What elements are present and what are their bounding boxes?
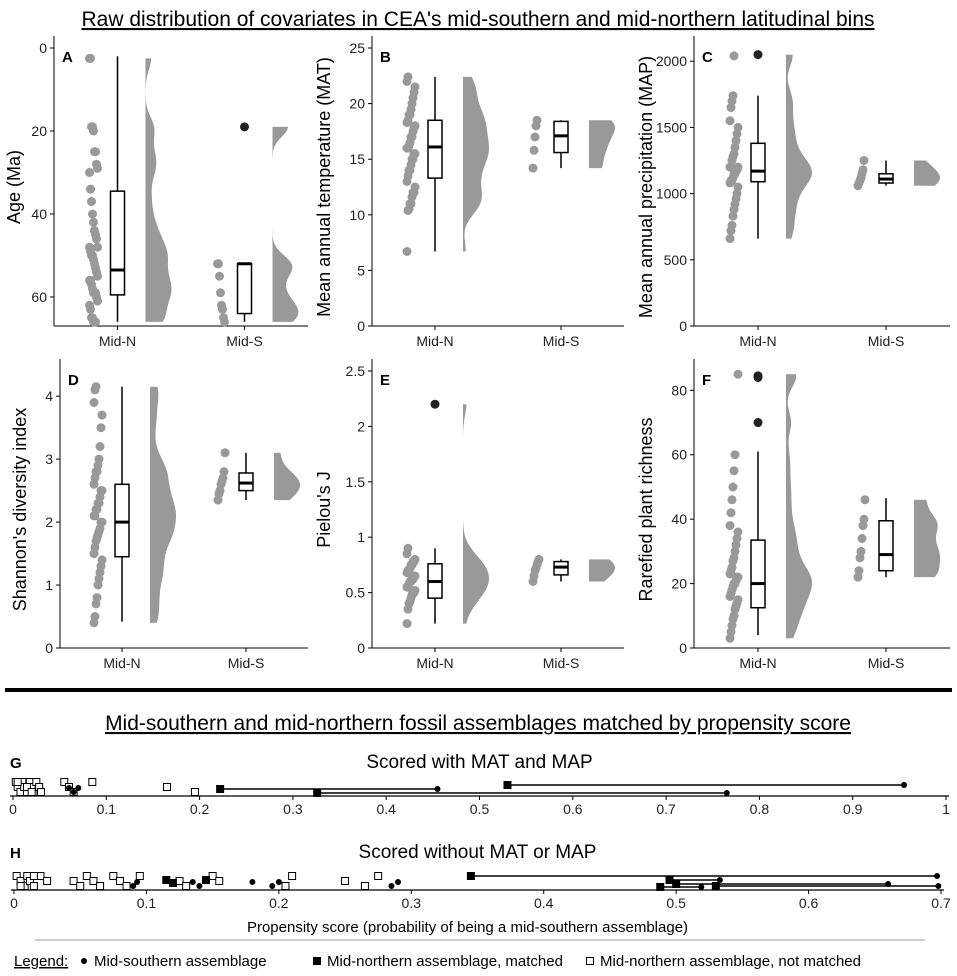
matched-north-point bbox=[314, 790, 321, 797]
data-point-Mid-N bbox=[89, 218, 98, 227]
data-point-Mid-S bbox=[535, 555, 544, 564]
data-point-Mid-N bbox=[411, 82, 420, 91]
data-point-Mid-N bbox=[411, 121, 420, 130]
south-point bbox=[724, 790, 730, 796]
x-tick-label: 0.3 bbox=[401, 895, 422, 911]
x-tick-label: 1 bbox=[942, 801, 950, 817]
legend-south-symbol bbox=[81, 958, 87, 964]
y-tick-label: 0 bbox=[39, 40, 47, 56]
x-tick-label: Mid-N bbox=[739, 333, 777, 349]
data-point-Mid-N bbox=[88, 210, 97, 219]
data-point-Mid-N bbox=[404, 544, 413, 553]
density-Mid-S bbox=[914, 500, 940, 577]
unmatched-north-point bbox=[97, 883, 104, 890]
x-tick-label: Mid-S bbox=[542, 655, 580, 671]
x-tick-label: 0.1 bbox=[136, 895, 157, 911]
south-point bbox=[276, 879, 282, 885]
y-tick-label: 0 bbox=[45, 640, 53, 656]
data-point-Mid-S bbox=[858, 534, 867, 543]
y-tick-label: 40 bbox=[671, 511, 687, 528]
data-point-Mid-N bbox=[411, 183, 420, 192]
outlier-point-Mid-N bbox=[754, 418, 763, 427]
unmatched-north-point bbox=[70, 878, 77, 885]
density-Mid-S bbox=[589, 120, 615, 168]
data-point-Mid-N bbox=[403, 247, 412, 256]
data-point-Mid-N bbox=[93, 297, 102, 306]
y-tick-label: 20 bbox=[349, 95, 365, 112]
data-point-Mid-N bbox=[87, 197, 96, 206]
south-point bbox=[935, 883, 941, 889]
panel-D bbox=[10, 359, 308, 671]
south-point bbox=[190, 879, 196, 885]
x-tick-label: 0.8 bbox=[749, 801, 770, 817]
outlier-point-Mid-S bbox=[240, 122, 249, 131]
unmatched-north-point bbox=[17, 883, 24, 890]
panel-letter: D bbox=[68, 372, 79, 389]
unmatched-north-point bbox=[163, 784, 170, 791]
y-tick-label: 2.5 bbox=[345, 363, 365, 379]
y-tick-label: 5 bbox=[357, 262, 365, 279]
data-point-Mid-N bbox=[411, 149, 420, 158]
unmatched-north-point bbox=[216, 878, 223, 885]
panel-letter: C bbox=[702, 49, 713, 66]
panel-letter: B bbox=[380, 49, 391, 66]
x-tick-label: 0.3 bbox=[283, 801, 303, 817]
south-point bbox=[698, 884, 704, 890]
box-Mid-S bbox=[238, 264, 252, 314]
y-axis-label: Pielou's J bbox=[314, 471, 334, 548]
unmatched-north-point bbox=[44, 878, 51, 885]
y-axis-label: Rarefied plant richness bbox=[636, 417, 656, 602]
x-tick-label: 0 bbox=[9, 801, 17, 817]
x-tick-label: 0.2 bbox=[189, 801, 210, 817]
data-point-Mid-S bbox=[533, 116, 542, 125]
data-point-Mid-N bbox=[727, 508, 736, 517]
y-tick-label: 2000 bbox=[655, 53, 687, 70]
x-tick-label: Mid-N bbox=[416, 655, 454, 671]
matched-north-point bbox=[712, 883, 719, 890]
data-point-Mid-N bbox=[89, 127, 98, 136]
propensity-panels bbox=[9, 752, 951, 936]
data-point-Mid-N bbox=[91, 317, 100, 326]
y-tick-label: 60 bbox=[31, 288, 47, 305]
legend bbox=[14, 953, 861, 970]
south-point bbox=[66, 785, 72, 791]
y-tick-label: 4 bbox=[45, 388, 53, 405]
data-point-Mid-S bbox=[860, 156, 869, 165]
unmatched-north-point bbox=[342, 878, 349, 885]
south-point bbox=[269, 883, 275, 889]
box-Mid-S bbox=[879, 521, 893, 571]
data-point-Mid-S bbox=[531, 133, 540, 142]
x-tick-label: 0.9 bbox=[842, 801, 863, 817]
legend-label: Legend: bbox=[14, 953, 69, 970]
data-point-Mid-N bbox=[731, 450, 740, 459]
density-Mid-S bbox=[589, 559, 615, 581]
data-point-Mid-N bbox=[98, 518, 107, 527]
x-tick-label: 0.6 bbox=[563, 801, 583, 817]
data-point-Mid-N bbox=[734, 573, 743, 582]
x-axis-label: Propensity score (probability of being a mid-southern assemblage) bbox=[246, 919, 689, 936]
x-tick-label: 0 bbox=[10, 895, 18, 911]
data-point-Mid-N bbox=[90, 398, 99, 407]
unmatched-north-point bbox=[116, 878, 123, 885]
data-point-Mid-N bbox=[98, 486, 107, 495]
density-Mid-N bbox=[786, 374, 812, 638]
outlier-point-Mid-N bbox=[431, 400, 440, 409]
raincloud-panels bbox=[4, 36, 950, 671]
panel-letter: E bbox=[380, 372, 391, 389]
y-axis-label: Mean annual temperature (MAT) bbox=[314, 57, 334, 317]
x-tick-label: Mid-N bbox=[739, 655, 777, 671]
x-tick-label: Mid-S bbox=[867, 333, 905, 349]
legend-item-text: Mid-southern assemblage bbox=[94, 953, 267, 970]
x-tick-label: Mid-S bbox=[867, 655, 905, 671]
box-Mid-N bbox=[428, 120, 442, 178]
panel-A bbox=[4, 36, 308, 349]
unmatched-north-point bbox=[209, 873, 216, 880]
data-point-Mid-N bbox=[97, 423, 106, 432]
unmatched-north-point bbox=[289, 873, 296, 880]
density-Mid-S bbox=[914, 161, 940, 186]
south-point bbox=[934, 873, 940, 879]
legend-unmatched-symbol bbox=[587, 958, 594, 965]
outlier-point-Mid-N bbox=[754, 371, 763, 380]
data-point-Mid-N bbox=[92, 234, 101, 243]
y-tick-label: 2 bbox=[45, 514, 53, 531]
data-point-Mid-S bbox=[220, 317, 229, 326]
data-point-Mid-N bbox=[86, 185, 95, 194]
panel-H bbox=[10, 842, 951, 936]
data-point-Mid-N bbox=[96, 442, 105, 451]
data-point-Mid-N bbox=[98, 555, 107, 564]
y-tick-label: 1500 bbox=[655, 119, 687, 136]
x-tick-label: 0.1 bbox=[96, 801, 117, 817]
y-tick-label: 0.5 bbox=[345, 584, 365, 601]
x-tick-label: Mid-N bbox=[98, 333, 137, 349]
panel-E bbox=[314, 359, 624, 671]
unmatched-north-point bbox=[361, 883, 368, 890]
data-point-Mid-N bbox=[85, 168, 94, 177]
density-Mid-S bbox=[273, 127, 299, 322]
x-tick-label: Mid-S bbox=[227, 655, 265, 671]
density-Mid-N bbox=[146, 58, 172, 322]
unmatched-north-point bbox=[183, 883, 190, 890]
y-tick-label: 0 bbox=[357, 318, 365, 334]
y-tick-label: 1.5 bbox=[345, 473, 365, 490]
y-tick-label: 2 bbox=[357, 418, 365, 435]
box-Mid-N bbox=[751, 540, 765, 608]
unmatched-north-point bbox=[176, 878, 183, 885]
y-tick-label: 25 bbox=[349, 40, 365, 56]
data-point-Mid-N bbox=[726, 234, 735, 243]
box-Mid-N bbox=[111, 191, 125, 295]
matched-north-point bbox=[467, 873, 474, 880]
x-tick-label: Mid-S bbox=[542, 333, 580, 349]
data-point-Mid-S bbox=[220, 467, 229, 476]
data-point-Mid-N bbox=[734, 595, 743, 604]
unmatched-north-point bbox=[90, 878, 97, 885]
data-point-Mid-N bbox=[86, 305, 95, 314]
unmatched-north-point bbox=[110, 873, 117, 880]
x-tick-label: 0.7 bbox=[931, 895, 951, 911]
y-tick-label: 3 bbox=[45, 451, 53, 468]
y-tick-label: 1 bbox=[357, 529, 365, 546]
south-point bbox=[71, 789, 77, 795]
unmatched-north-point bbox=[30, 873, 37, 880]
data-point-Mid-N bbox=[93, 164, 102, 173]
unmatched-north-point bbox=[37, 873, 44, 880]
data-point-Mid-N bbox=[729, 91, 738, 100]
matched-north-point bbox=[657, 884, 664, 891]
south-point bbox=[134, 879, 140, 885]
figure-title-bottom: Mid-southern and mid-northern fossil assemblages matched by propensity score bbox=[105, 712, 851, 735]
unmatched-north-point bbox=[123, 883, 130, 890]
data-point-Mid-S bbox=[859, 165, 868, 174]
box-Mid-N bbox=[751, 143, 765, 181]
data-point-Mid-S bbox=[218, 305, 227, 314]
data-point-Mid-N bbox=[734, 370, 743, 379]
data-point-Mid-S bbox=[215, 272, 224, 281]
south-point bbox=[395, 879, 401, 885]
data-point-Mid-S bbox=[860, 515, 869, 524]
matched-north-point bbox=[504, 782, 511, 789]
legend-item-text: Mid-northern assemblage, not matched bbox=[600, 953, 861, 970]
panel-G bbox=[9, 752, 950, 817]
y-axis-label: Mean annual precipitation (MAP) bbox=[636, 55, 656, 319]
y-tick-label: 60 bbox=[671, 446, 687, 463]
panel-C bbox=[636, 36, 950, 349]
box-Mid-N bbox=[115, 484, 129, 556]
y-tick-label: 20 bbox=[671, 575, 687, 592]
panel-letter: F bbox=[702, 372, 712, 389]
matched-north-point bbox=[666, 877, 673, 884]
south-point bbox=[901, 782, 907, 788]
unmatched-north-point bbox=[37, 789, 44, 796]
data-point-Mid-N bbox=[92, 382, 101, 391]
panel-letter: H bbox=[10, 845, 21, 862]
y-tick-label: 500 bbox=[663, 251, 687, 268]
data-point-Mid-N bbox=[404, 72, 413, 81]
y-tick-label: 1 bbox=[45, 577, 53, 594]
y-axis-label: Age (Ma) bbox=[4, 149, 24, 225]
y-tick-label: 40 bbox=[31, 205, 47, 222]
data-point-Mid-N bbox=[91, 612, 100, 621]
y-tick-label: 0 bbox=[679, 318, 687, 334]
unmatched-north-point bbox=[77, 883, 84, 890]
panel-title: Scored with MAT and MAP bbox=[366, 752, 593, 773]
legend-item-text: Mid-northern assemblage, matched bbox=[327, 953, 563, 970]
density-Mid-N bbox=[150, 387, 176, 623]
data-point-Mid-N bbox=[734, 528, 743, 537]
data-point-Mid-S bbox=[221, 448, 230, 457]
data-point-Mid-N bbox=[95, 455, 104, 464]
x-tick-label: 0.7 bbox=[656, 801, 676, 817]
x-tick-label: 0.5 bbox=[469, 801, 490, 817]
y-tick-label: 10 bbox=[349, 206, 365, 223]
density-Mid-S bbox=[274, 453, 300, 500]
matched-north-point bbox=[169, 880, 176, 887]
south-point bbox=[388, 883, 394, 889]
south-point bbox=[249, 879, 255, 885]
x-tick-label: Mid-N bbox=[103, 655, 141, 671]
y-axis-label: Shannon's diversity index bbox=[10, 407, 30, 612]
data-point-Mid-N bbox=[730, 51, 739, 60]
data-point-Mid-S bbox=[530, 146, 539, 155]
unmatched-north-point bbox=[28, 789, 35, 796]
y-tick-label: 0 bbox=[679, 640, 687, 656]
unmatched-north-point bbox=[136, 873, 143, 880]
x-tick-label: 0.5 bbox=[666, 895, 686, 911]
panel-letter: A bbox=[62, 49, 73, 66]
panel-F bbox=[636, 359, 950, 671]
data-point-Mid-N bbox=[93, 593, 102, 602]
x-tick-label: Mid-N bbox=[416, 333, 454, 349]
y-tick-label: 80 bbox=[671, 382, 687, 399]
x-tick-label: 0.4 bbox=[533, 895, 554, 911]
y-tick-label: 20 bbox=[31, 122, 47, 139]
matched-north-point bbox=[203, 877, 210, 884]
data-point-Mid-S bbox=[857, 547, 866, 556]
data-point-Mid-N bbox=[403, 619, 412, 628]
legend-matched-symbol bbox=[314, 958, 321, 965]
unmatched-north-point bbox=[282, 883, 289, 890]
panel-letter: G bbox=[10, 755, 22, 772]
x-tick-label: 0.4 bbox=[376, 801, 396, 817]
matched-north-point bbox=[163, 877, 170, 884]
unmatched-north-point bbox=[83, 873, 90, 880]
panel-B bbox=[314, 36, 624, 349]
data-point-Mid-N bbox=[726, 521, 735, 530]
density-Mid-N bbox=[463, 404, 489, 623]
unmatched-north-point bbox=[191, 789, 198, 796]
unmatched-north-point bbox=[14, 779, 21, 786]
data-point-Mid-N bbox=[726, 116, 735, 125]
south-point bbox=[435, 786, 441, 792]
x-tick-label: Mid-S bbox=[226, 333, 263, 349]
unmatched-north-point bbox=[30, 883, 37, 890]
data-point-Mid-S bbox=[861, 495, 870, 504]
data-point-Mid-S bbox=[529, 164, 538, 173]
data-point-Mid-N bbox=[734, 123, 743, 132]
panel-title: Scored without MAT or MAP bbox=[358, 842, 597, 863]
unmatched-north-point bbox=[89, 779, 96, 786]
data-point-Mid-S bbox=[216, 288, 225, 297]
x-tick-label: 0.6 bbox=[798, 895, 819, 911]
data-point-Mid-N bbox=[728, 495, 737, 504]
x-tick-label: 0.2 bbox=[269, 895, 289, 911]
data-point-Mid-N bbox=[98, 411, 107, 420]
data-point-Mid-N bbox=[730, 466, 739, 475]
data-point-Mid-N bbox=[729, 483, 738, 492]
data-point-Mid-S bbox=[214, 259, 223, 268]
figure-title-top: Raw distribution of covariates in CEA's mid-southern and mid-northern latitudinal bins bbox=[81, 8, 875, 31]
density-Mid-N bbox=[786, 55, 812, 239]
data-point-Mid-N bbox=[728, 221, 737, 230]
south-point bbox=[75, 785, 81, 791]
south-point bbox=[196, 883, 202, 889]
matched-north-point bbox=[217, 786, 224, 793]
data-point-Mid-N bbox=[411, 555, 420, 564]
y-tick-label: 1000 bbox=[655, 185, 687, 202]
y-tick-label: 15 bbox=[349, 151, 365, 168]
unmatched-north-point bbox=[375, 873, 382, 880]
data-point-Mid-N bbox=[86, 54, 95, 63]
y-tick-label: 0 bbox=[357, 640, 365, 656]
density-Mid-N bbox=[463, 77, 489, 252]
data-point-Mid-N bbox=[91, 147, 100, 156]
outlier-point-Mid-N bbox=[754, 50, 763, 59]
data-point-Mid-S bbox=[855, 566, 864, 575]
